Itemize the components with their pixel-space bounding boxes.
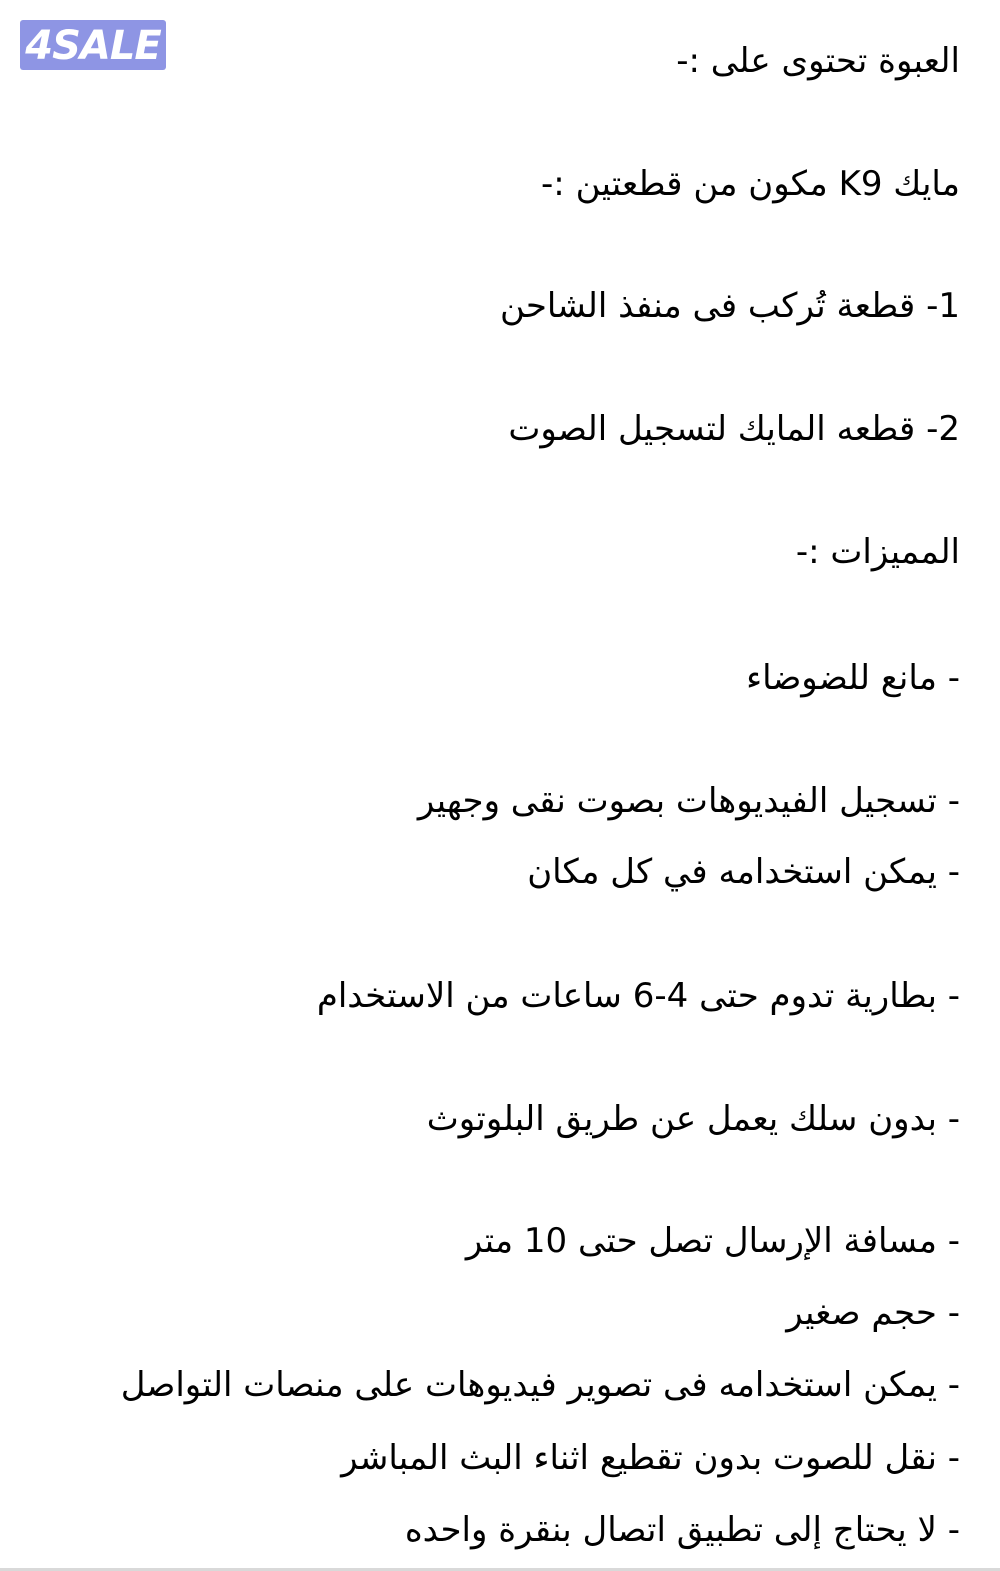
text-line-feature-small-size: - حجم صغير	[786, 1293, 960, 1333]
text-line-feature-noise-cancel: - مانع للضوضاء	[746, 658, 960, 698]
text-line-feature-wireless: - بدون سلك يعمل عن طريق البلوتوث	[426, 1099, 960, 1139]
text-line-box-contents-heading: العبوة تحتوى على :-	[676, 41, 960, 81]
text-line-part-1: 1- قطعة تُركب فى منفذ الشاحن	[499, 286, 960, 326]
text-line-feature-social-media: - يمكن استخدامه فى تصوير فيديوهات على منصات التواصل	[120, 1365, 960, 1405]
text-line-part-2: 2- قطعه المايك لتسجيل الصوت	[508, 409, 960, 449]
text-line-feature-battery: - بطارية تدوم حتى 4-6 ساعات من الاستخدام	[316, 976, 960, 1016]
svg-text:4SALE: 4SALE	[25, 23, 161, 67]
text-line-feature-use-anywhere: - يمكن استخدامه في كل مكان	[527, 852, 960, 892]
text-line-feature-live-stream: - نقل للصوت بدون تقطيع اثناء البث المباشر	[341, 1438, 960, 1478]
text-line-feature-no-app: - لا يحتاج إلى تطبيق اتصال بنقرة واحده	[404, 1510, 960, 1550]
text-line-features-heading: المميزات :-	[795, 532, 960, 572]
text-line-feature-video-recording: - تسجيل الفيديوهات بصوت نقى وجهير	[417, 781, 960, 821]
text-line-product-intro: مايك K9 مكون من قطعتين :-	[541, 164, 960, 204]
text-line-feature-range: - مسافة الإرسال تصل حتى 10 متر	[465, 1221, 960, 1261]
